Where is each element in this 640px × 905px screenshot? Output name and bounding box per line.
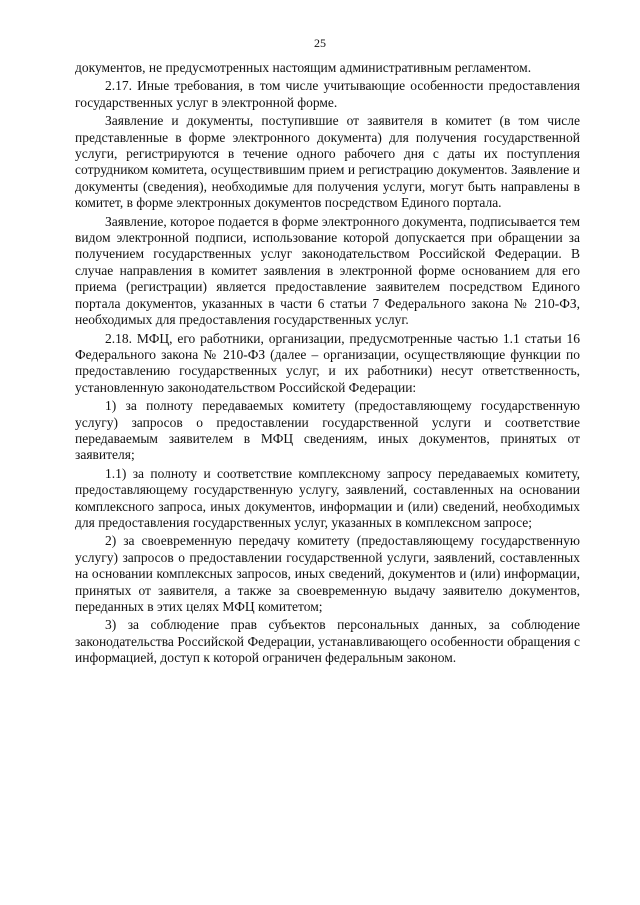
list-item-2: 2) за своевременную передачу комитету (предоставляющему государственную услугу) запросов о предоставлении государственной услуги, заявлений, составленных на основании комплексных запросов, иных сведений, документов и (или) информации, принятых от заявителя, а также за своевременную выдачу заявителю документов, переданных в этих целях МФЦ комитетом; xyxy=(75,533,580,614)
paragraph-2-17: 2.17. Иные требования, в том числе учитывающие особенности предоставления государственных услуг в электронной форме. xyxy=(75,78,580,110)
page-number: 25 xyxy=(314,36,326,50)
document-body xyxy=(75,60,580,667)
paragraph-continuation: документов, не предусмотренных настоящим административным регламентом. xyxy=(75,60,532,75)
list-item-1-1: 1.1) за полноту и соответствие комплексному запросу передаваемых комитету, предоставляющему государственную услугу, заявлений, составленных на основании комплексного запроса, иных документов, информации и (или) сведений, необходимых для предоставления государственных услуг, указанных в комплексном запросе; xyxy=(75,465,580,530)
paragraph-electronic-signature: Заявление, которое подается в форме электронного документа, подписывается тем видом электронной подписи, использование которой допускается при обращении за получением государственных услуг законодательством Российской Федерации. В случае направления в комитет заявления в электронной форме основанием для его приема (регистрации) является предоставление заявителем посредством Единого портала документов, указанных в части 6 статьи 7 Федерального закона № 210-ФЗ, необходимых для предоставления государственных услуг. xyxy=(75,213,580,328)
list-item-1: 1) за полноту передаваемых комитету (предоставляющему государственную услугу) запросов о предоставлении государственной услуги и соответствие передаваемым заявителем в МФЦ сведениям, иных документов, принятых от заявителя; xyxy=(75,398,580,463)
paragraph-2-18: 2.18. МФЦ, его работники, организации, предусмотренные частью 1.1 статьи 16 Федерального закона № 210-ФЗ (далее – организации, осуществляющие функции по предоставлению государственных услуг, и их работники) несут ответственность, установленную законодательством Российской Федерации: xyxy=(75,330,580,395)
paragraph-registration: Заявление и документы, поступившие от заявителя в комитет (в том числе представленные в форме электронного документа) для получения государственной услуги, регистрируются в течение одного рабочего дня с даты их поступления сотрудником комитета, осуществившим прием и регистрацию документов. Заявление и документы (сведения), необходимые для получения услуги, могут быть направлены в комитет, в форме электронных документов посредством Единого портала. xyxy=(75,113,580,211)
list-item-3: 3) за соблюдение прав субъектов персональных данных, за соблюдение законодательства Российской Федерации, устанавливающего особенности обращения с информацией, доступ к которой ограничен федеральным законом. xyxy=(75,617,580,666)
